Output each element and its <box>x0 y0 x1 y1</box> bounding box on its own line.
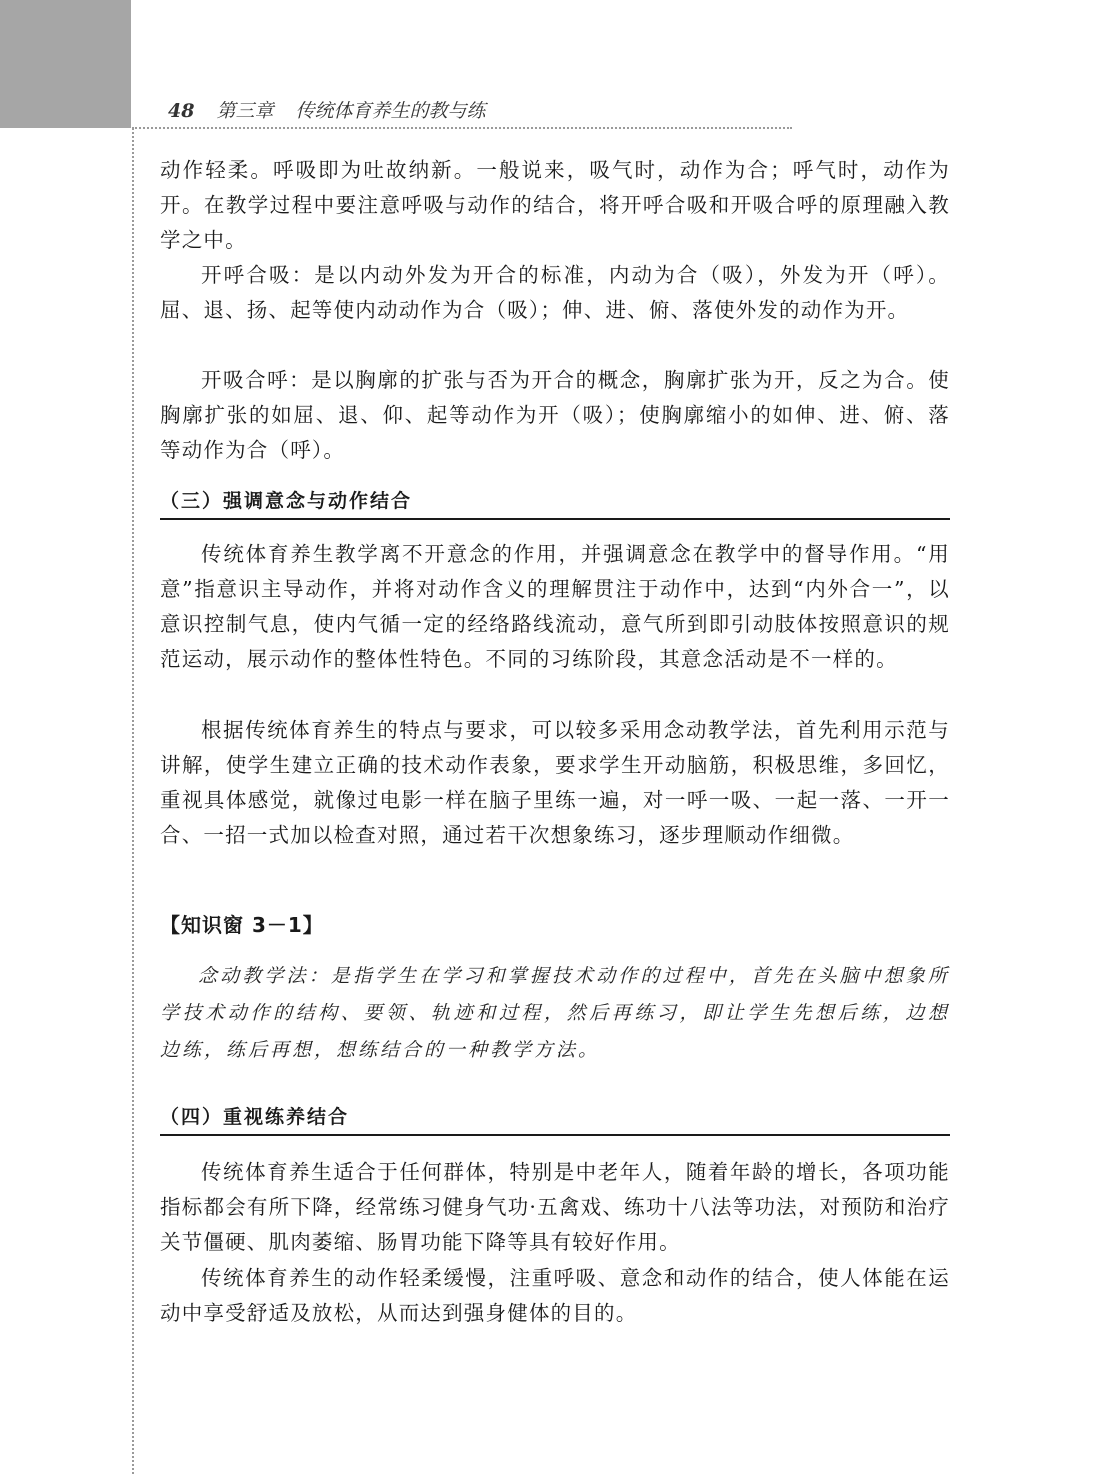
chapter-title: 传统体育养生的教与练 <box>295 100 486 122</box>
margin-dotted-rule <box>132 128 134 1474</box>
chapter-label: 第三章 <box>216 100 274 122</box>
knowledge-window-title: 【知识窗 3－1】 <box>160 913 324 937</box>
section-heading-3: （三）强调意念与动作结合 <box>160 488 950 520</box>
page-number: 48 <box>168 100 195 122</box>
paragraph-ideomotor: 根据传统体育养生的特点与要求，可以较多采用念动教学法，首先利用示范与讲解，使学生建立正确的技术动作表象，要求学生开动脑筋，积极思维，多回忆，重视具体感觉，就像过电影一样在脑子里练一遍，对一呼一吸、一起一落、一开一合、一招一式加以检查对照，通过若干次想象练习，逐步理顺动作细微。 <box>160 718 950 847</box>
header-dotted-rule <box>132 127 792 129</box>
knowledge-window-body: 念动教学法：是指学生在学习和掌握技术动作的过程中，首先在头脑中想象所学技术动作的结构、要领、轨迹和过程，然后再练习，即让学生先想后练，边想边练，练后再想，想练结合的一种教学方法。 <box>160 965 950 1061</box>
paragraph-conclusion: 传统体育养生的动作轻柔缓慢，注重呼吸、意念和动作的结合，使人体能在运动中享受舒适及放松，从而达到强身健体的目的。 <box>160 1266 950 1325</box>
corner-gray-tab <box>0 0 131 128</box>
paragraph-open-inhale: 开吸合呼：是以胸廓的扩张与否为开合的概念，胸廓扩张为开，反之为合。使胸廓扩张的如屈、退、仰、起等动作为开（吸）；使胸廓缩小的如伸、进、俯、落等动作为合（呼）。 <box>160 368 950 462</box>
paragraph-open-exhale: 开呼合吸：是以内动外发为开合的标准，内动为合（吸），外发为开（呼）。屈、退、扬、起等使内动动作为合（吸）；伸、进、俯、落使外发的动作为开。 <box>160 263 950 322</box>
paragraph-groups: 传统体育养生适合于任何群体，特别是中老年人，随着年龄的增长，各项功能指标都会有所下降，经常练习健身气功·五禽戏、练功十八法等功法，对预防和治疗关节僵硬、肌肉萎缩、肠胃功能下降等具有较好作用。 <box>160 1160 950 1254</box>
paragraph-intention: 传统体育养生教学离不开意念的作用，并强调意念在教学中的督导作用。“用意”指意识主导动作，并将对动作含义的理解贯注于动作中，达到“内外合一”，以意识控制气息，使内气循一定的经络路线流动，意气所到即引动肢体按照意识的规范运动，展示动作的整体性特色。不同的习练阶段，其意念活动是不一样的。 <box>160 542 950 671</box>
section-heading-4: （四）重视练养结合 <box>160 1104 950 1136</box>
running-header <box>168 96 485 123</box>
paragraph-breathing-intro: 动作轻柔。呼吸即为吐故纳新。一般说来，吸气时，动作为合；呼气时，动作为开。在教学过程中要注意呼吸与动作的结合，将开呼合吸和开吸合呼的原理融入教学之中。 <box>160 158 950 252</box>
